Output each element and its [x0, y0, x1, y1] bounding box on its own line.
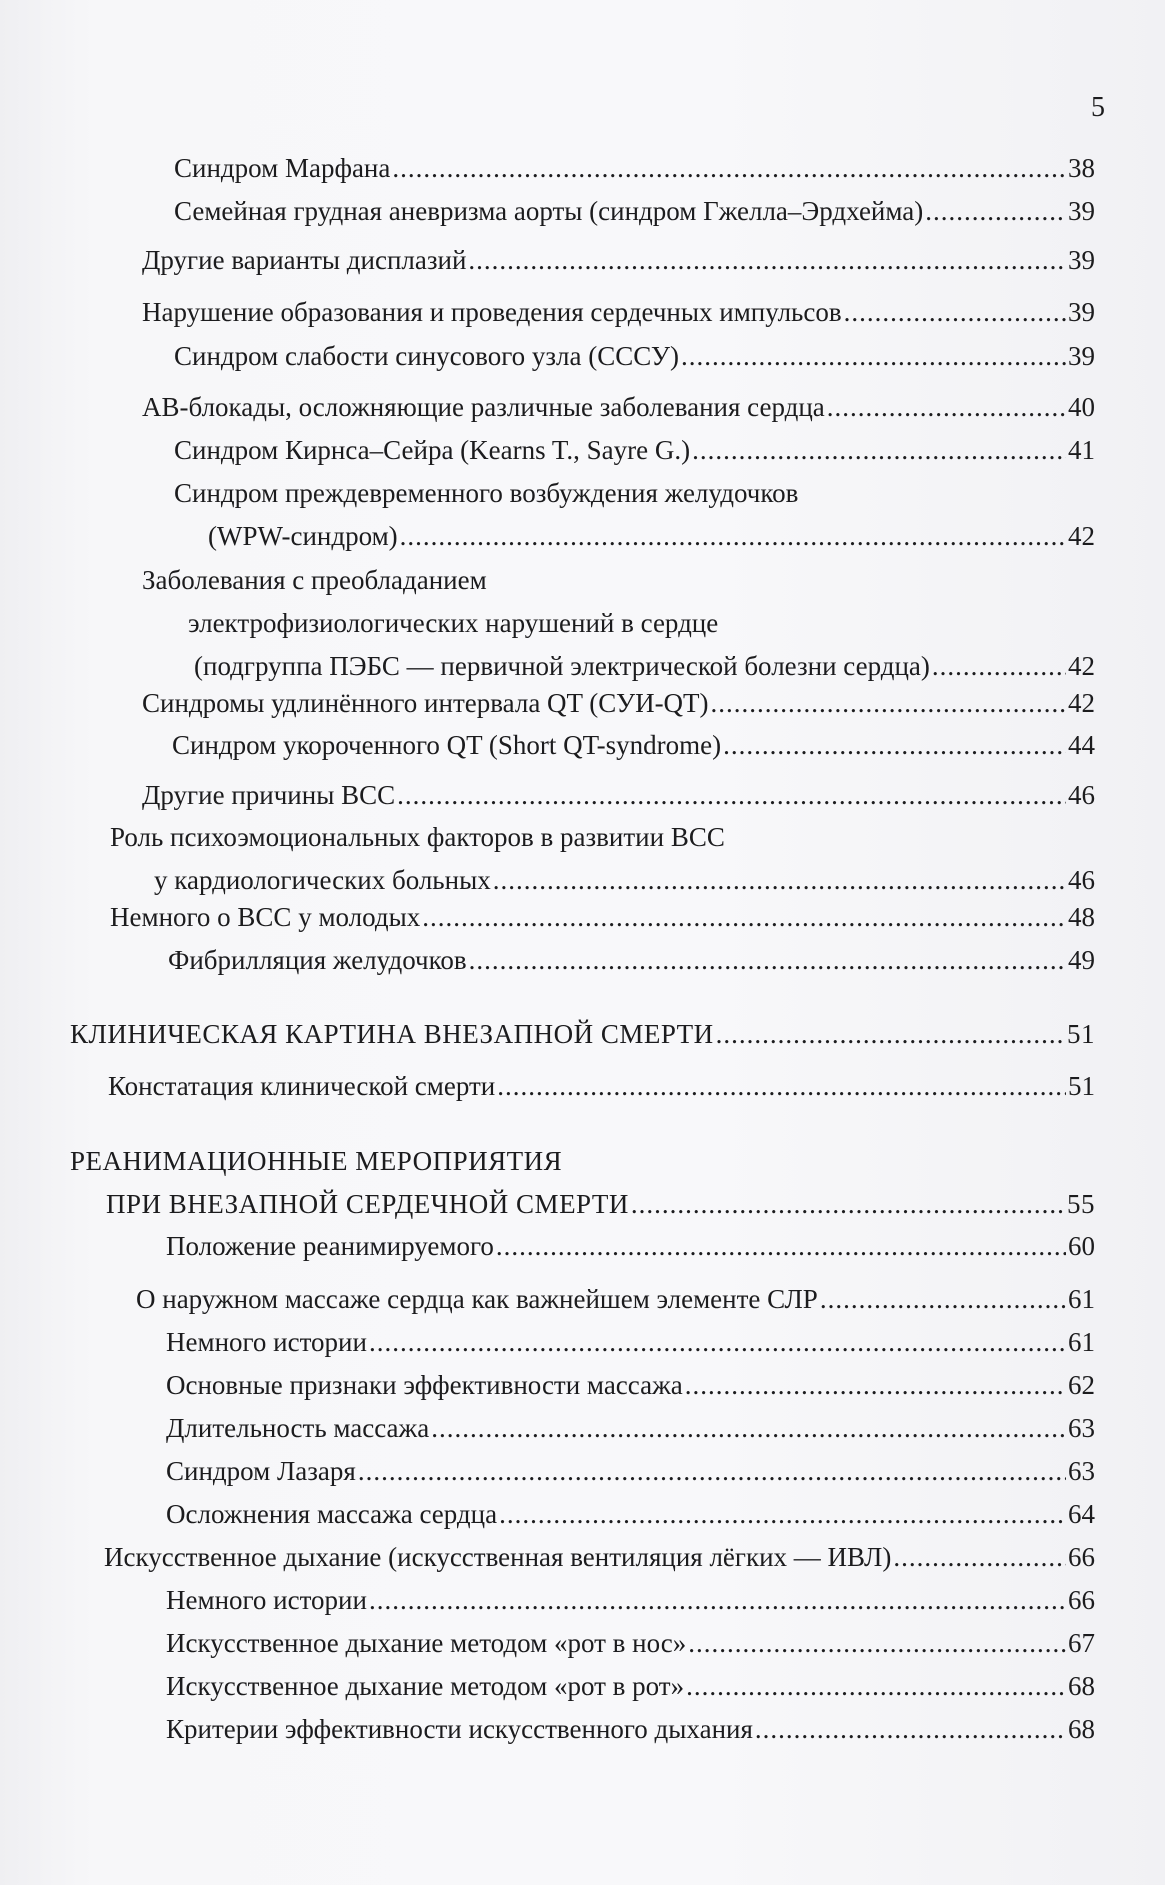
toc-entry-title: Синдром Кирнса–Сейра (Kearns T., Sayre G.) — [174, 435, 691, 465]
toc-chapter-title-line: РЕАНИМАЦИОННЫЕ МЕРОПРИЯТИЯ — [70, 1146, 563, 1176]
toc-entry-title: Немного истории — [166, 1327, 367, 1357]
dot-leader — [369, 1579, 1066, 1622]
toc-entry — [174, 472, 1095, 558]
toc-entry-page: 61 — [1068, 1284, 1095, 1314]
dot-leader — [681, 335, 1066, 378]
toc-entry-page: 39 — [1068, 297, 1095, 327]
toc-entry-page: 39 — [1068, 341, 1095, 371]
toc-entry-title: Синдром Лазаря — [166, 1456, 356, 1486]
toc-entry-title: у кардиологических больных — [154, 865, 491, 895]
toc-entry — [104, 1536, 1095, 1579]
toc-entry-title: Искусственное дыхание (искусственная вентиляция лёгких — ИВЛ) — [104, 1542, 892, 1572]
dot-leader — [499, 1493, 1066, 1536]
toc-entry-title: Констатация клинической смерти — [108, 1071, 496, 1101]
toc-entry-page: 38 — [1068, 153, 1095, 183]
toc-entry-page: 60 — [1068, 1231, 1095, 1261]
toc-entry-page: 46 — [1068, 780, 1095, 810]
toc-entry — [142, 682, 1095, 725]
toc-entry-page: 63 — [1068, 1456, 1095, 1486]
dot-leader — [827, 386, 1066, 429]
toc-entry-title: Фибрилляция желудочков — [168, 945, 467, 975]
toc-entry-page: 42 — [1068, 688, 1095, 718]
dot-leader — [392, 147, 1066, 190]
toc-entry-title: Синдром укороченного QT (Short QT-syndrome) — [172, 730, 722, 760]
dot-leader — [400, 515, 1066, 558]
toc-entry-title-line: электрофизиологических нарушений в сердце — [188, 608, 719, 638]
toc-chapter-title: ПРИ ВНЕЗАПНОЙ СЕРДЕЧНОЙ СМЕРТИ — [106, 1189, 629, 1219]
toc-entry-page: 46 — [1068, 865, 1095, 895]
toc-entry — [166, 1708, 1095, 1751]
toc-entry — [172, 724, 1095, 767]
toc-entry-page: 41 — [1068, 435, 1095, 465]
toc-entry — [142, 559, 1095, 688]
dot-leader — [422, 896, 1066, 939]
dot-leader — [755, 1708, 1066, 1751]
toc-entry-page: 67 — [1068, 1628, 1095, 1658]
toc-entry-title: Другие причины ВСС — [142, 780, 396, 810]
toc-entry-title: Искусственное дыхание методом «рот в нос» — [166, 1628, 687, 1658]
toc-entry-title: Нарушение образования и проведения сердечных импульсов — [142, 297, 842, 327]
toc-entry-page: 68 — [1068, 1714, 1095, 1744]
toc-entry — [110, 816, 1095, 902]
dot-leader — [369, 1321, 1066, 1364]
toc-entry-page: 42 — [1068, 651, 1095, 681]
dot-leader — [925, 190, 1066, 233]
toc-entry — [142, 386, 1095, 429]
toc-entry — [136, 1278, 1095, 1321]
toc-entry — [166, 1665, 1095, 1708]
dot-leader — [692, 429, 1066, 472]
toc-entry — [166, 1225, 1095, 1268]
toc-entry-page: 49 — [1068, 945, 1095, 975]
toc-entry-page: 64 — [1068, 1499, 1095, 1529]
toc-entry-title: Синдром Марфана — [174, 153, 391, 183]
toc-entry-title-line: Заболевания с преобладанием — [142, 565, 487, 595]
toc-entry-title: О наружном массаже сердца как важнейшем элементе СЛР — [136, 1284, 818, 1314]
toc-entry-page: 42 — [1068, 521, 1095, 551]
toc-entry-title: Критерии эффективности искусственного дыхания — [166, 1714, 753, 1744]
toc-entry-page: 61 — [1068, 1327, 1095, 1357]
toc-entry — [142, 774, 1095, 817]
toc-entry-title: Положение реанимируемого — [166, 1231, 494, 1261]
toc-entry — [174, 190, 1095, 233]
toc-entry — [168, 939, 1095, 982]
toc-entry-title: Осложнения массажа сердца — [166, 1499, 498, 1529]
dot-leader — [431, 1407, 1066, 1450]
dot-leader — [685, 1364, 1066, 1407]
dot-leader — [716, 1013, 1065, 1056]
toc-entry-page: 39 — [1068, 196, 1095, 226]
toc-entry-title: Другие варианты дисплазий — [142, 245, 467, 275]
dot-leader — [893, 1536, 1066, 1579]
toc-entry-page: 40 — [1068, 392, 1095, 422]
toc-entry — [110, 896, 1095, 939]
toc-entry-page: 39 — [1068, 245, 1095, 275]
toc-entry-page: 66 — [1068, 1542, 1095, 1572]
toc-entry-title: Синдромы удлинённого интервала QT (СУИ-QT) — [142, 688, 709, 718]
toc-entry-page: 51 — [1067, 1019, 1095, 1049]
toc-entry — [174, 147, 1095, 190]
dot-leader — [468, 239, 1066, 282]
toc-entry-title: Семейная грудная аневризма аорты (синдром Гжелла–Эрдхейма) — [174, 196, 924, 226]
toc-entry — [108, 1065, 1095, 1108]
toc-entry — [142, 291, 1095, 334]
dot-leader — [631, 1183, 1065, 1226]
toc-entry-title: Синдром слабости синусового узла (СССУ) — [174, 341, 680, 371]
toc-entry — [166, 1321, 1095, 1364]
dot-leader — [686, 1665, 1066, 1708]
toc-entry-title: (подгруппа ПЭБС — первичной электрической болезни сердца) — [194, 651, 930, 681]
dot-leader — [397, 774, 1066, 817]
dot-leader — [844, 291, 1066, 334]
toc-entry-title: Основные признаки эффективности массажа — [166, 1370, 683, 1400]
toc-chapter — [70, 1140, 1095, 1226]
toc-entry-title: АВ-блокады, осложняющие различные заболевания сердца — [142, 392, 825, 422]
toc-entry-title: Длительность массажа — [166, 1413, 430, 1443]
toc-chapter-title: КЛИНИЧЕСКАЯ КАРТИНА ВНЕЗАПНОЙ СМЕРТИ — [70, 1019, 714, 1049]
toc-entry-page: 62 — [1068, 1370, 1095, 1400]
page-number: 5 — [1091, 92, 1105, 123]
toc-entry-page: 48 — [1068, 902, 1095, 932]
toc-chapter — [70, 1013, 1095, 1056]
toc-entry — [166, 1622, 1095, 1665]
dot-leader — [496, 1225, 1066, 1268]
dot-leader — [711, 682, 1066, 725]
toc-entry-title: Искусственное дыхание методом «рот в рот» — [166, 1671, 685, 1701]
toc-entry-page: 68 — [1068, 1671, 1095, 1701]
toc-entry-page: 55 — [1067, 1189, 1095, 1219]
dot-leader — [820, 1278, 1066, 1321]
toc-entry-title-line: Роль психоэмоциональных факторов в развитии ВСС — [110, 822, 725, 852]
toc-entry-title-line: Синдром преждевременного возбуждения желудочков — [174, 478, 799, 508]
toc-entry-title: Немного о ВСС у молодых — [110, 902, 421, 932]
toc-entry-page: 51 — [1068, 1071, 1095, 1101]
toc-entry — [166, 1493, 1095, 1536]
toc-entry — [166, 1450, 1095, 1493]
toc-entry-title: (WPW-синдром) — [208, 521, 398, 551]
toc-entry-page: 44 — [1068, 730, 1095, 760]
toc-entry — [166, 1579, 1095, 1622]
dot-leader — [358, 1450, 1066, 1493]
dot-leader — [497, 1065, 1066, 1108]
toc-entry-page: 66 — [1068, 1585, 1095, 1615]
toc-entry — [174, 429, 1095, 472]
toc-entry-title: Немного истории — [166, 1585, 367, 1615]
toc-entry — [142, 239, 1095, 282]
toc-entry — [166, 1364, 1095, 1407]
dot-leader — [723, 724, 1066, 767]
dot-leader — [688, 1622, 1066, 1665]
toc-entry — [174, 335, 1095, 378]
toc-entry — [166, 1407, 1095, 1450]
toc-entry-page: 63 — [1068, 1413, 1095, 1443]
dot-leader — [469, 939, 1066, 982]
